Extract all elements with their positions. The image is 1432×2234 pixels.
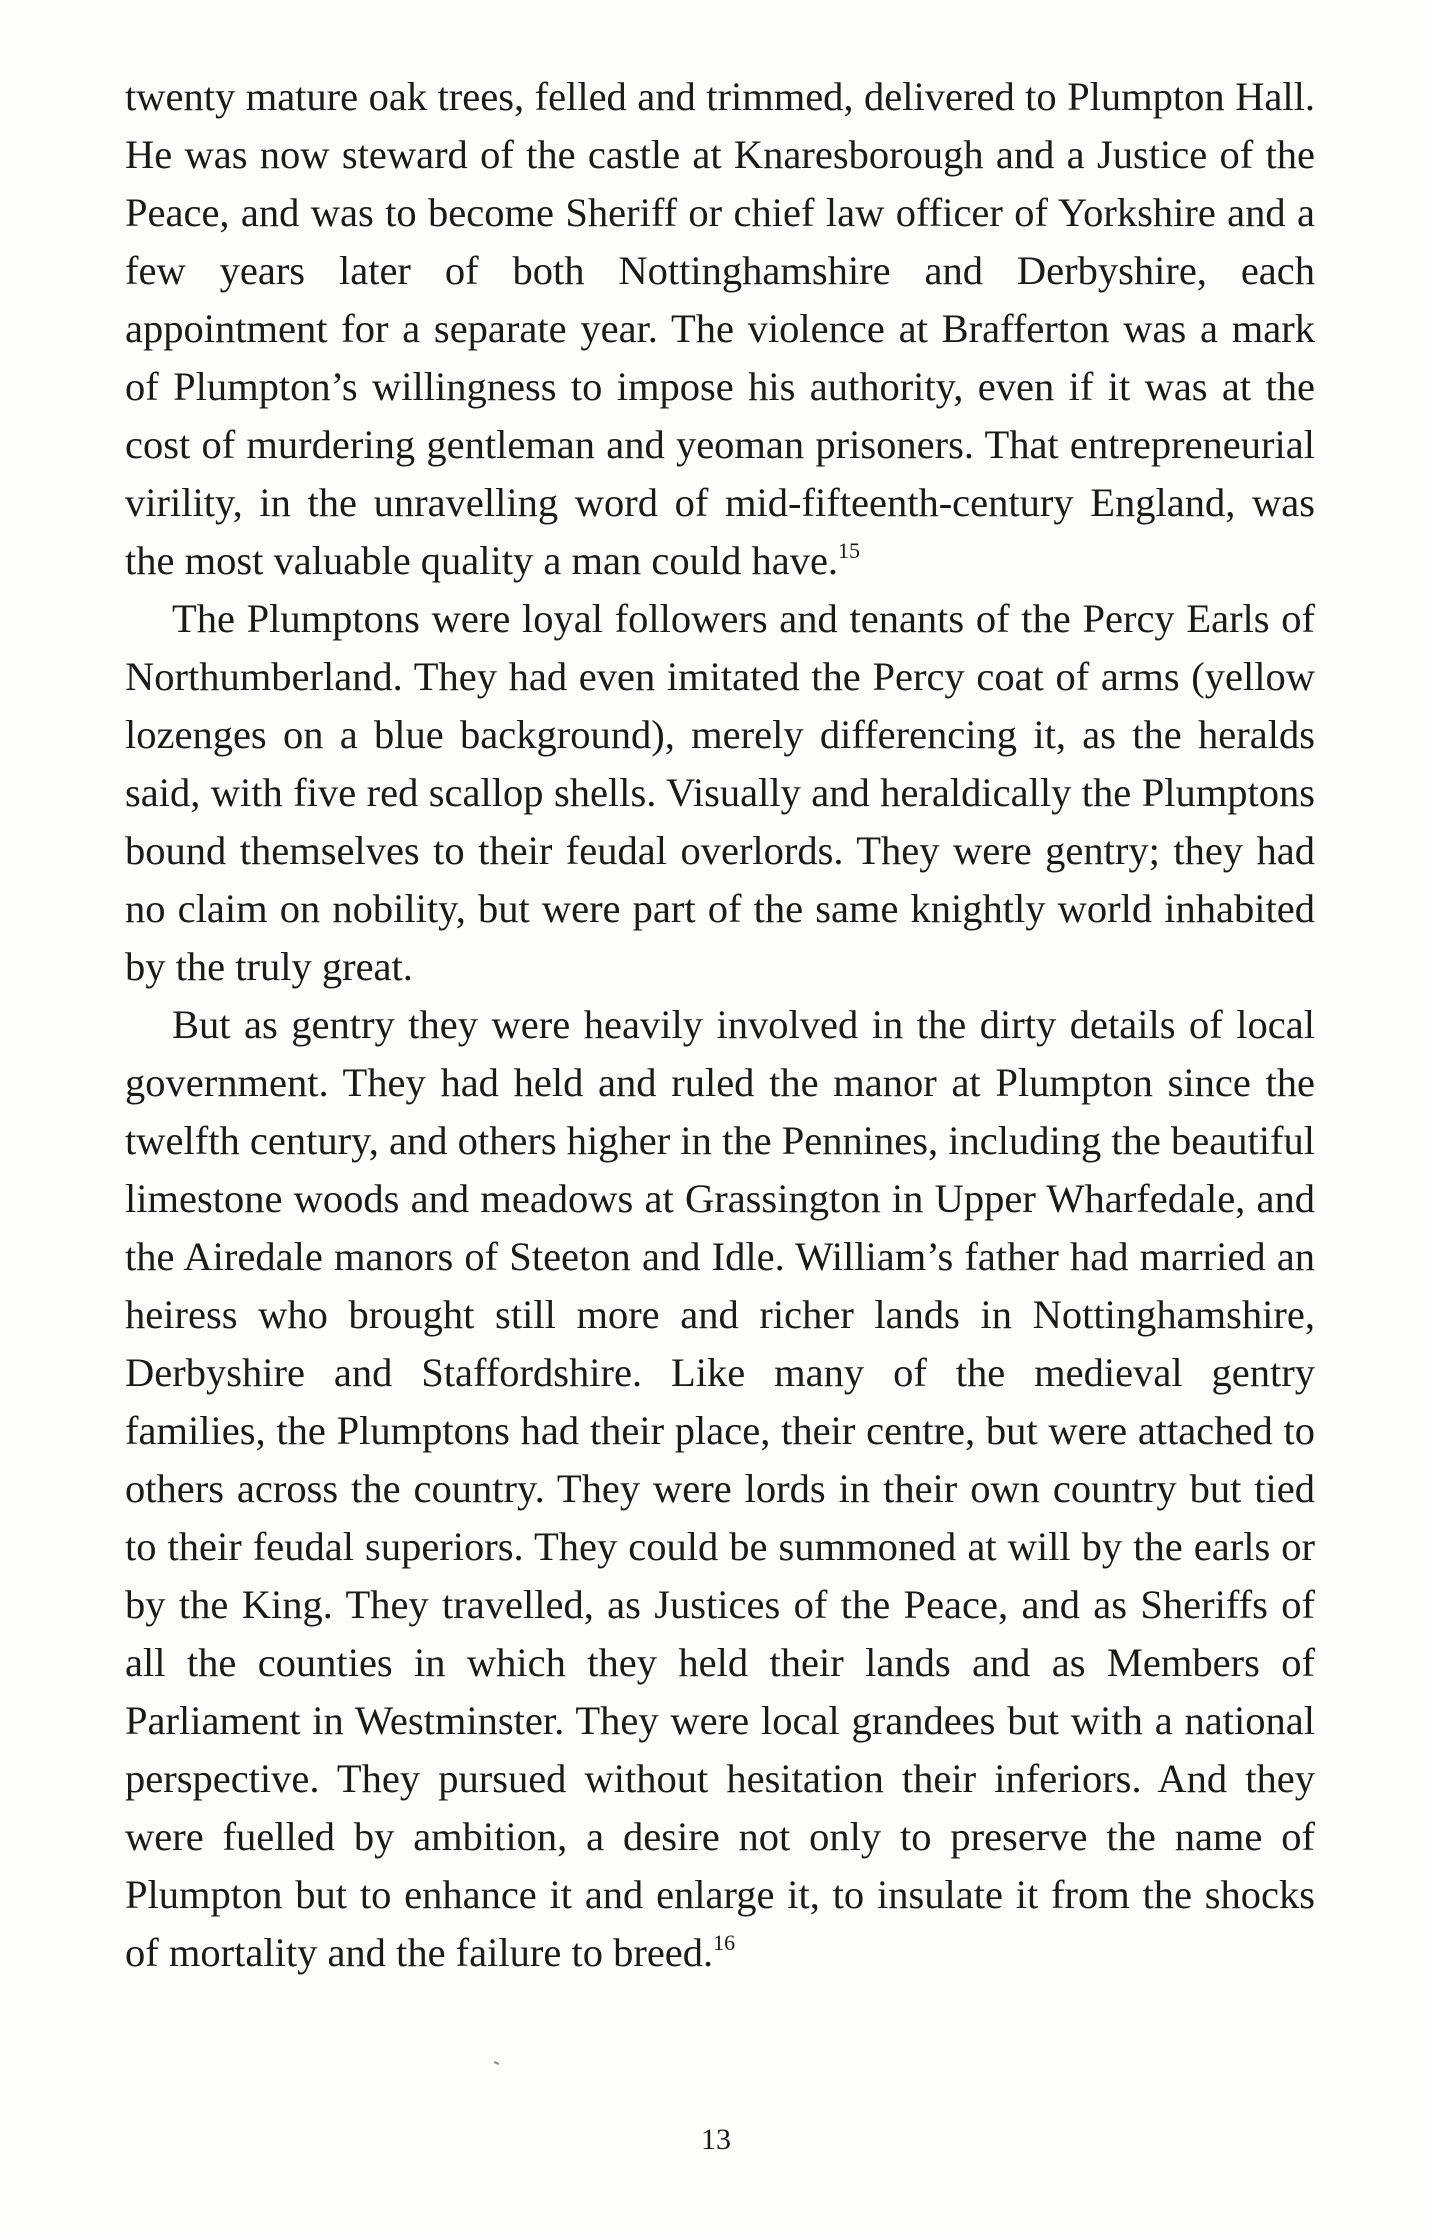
scan-speck: [494, 2061, 499, 2065]
paragraph-1: [125, 68, 1315, 590]
paragraph-2: [125, 590, 1315, 996]
paragraph-3: [125, 996, 1315, 1982]
paragraph-3-text: But as gentry they were heavily involved in the dirty details of local government. They had held and ruled the manor at Plumpton since the twelfth century, and others higher in the Pennines, including the beautiful limestone woods and meadows at Grassington in Upper Wharfedale, and the Airedale manors of Steeton and Idle. William’s father had married an heiress who brought still more and richer lands in Nottinghamshire, Derbyshire and Staffordshire. Like many of the medieval gentry families, the Plumptons had their place, their centre, but were attached to others across the country. They were lords in their own country but tied to their feudal superiors. They could be summoned at will by the earls or by the King. They travelled, as Justices of the Peace, and as Sheriffs of all the counties in which they held their lands and as Members of Parliament in Westminster. They were local grandees but with a national perspective. They pursued without hesitation their inferiors. And they were fuelled by ambition, a desire not only to preserve the name of Plumpton but to enhance it and enlarge it, to insulate it from the shocks of mortality and the failure to breed.: [125, 1002, 1315, 1975]
body-text: [125, 68, 1315, 1982]
paragraph-1-text: twenty mature oak trees, felled and trimmed, delivered to Plumpton Hall. He was now steward of the castle at Knaresborough and a Justice of the Peace, and was to become Sheriff or chief law officer of Yorkshire and a few years later of both Nottinghamshire and Derbyshire, each appointment for a separate year. The violence at Brafferton was a mark of Plumpton’s willingness to impose his authority, even if it was at the cost of murdering gentleman and yeoman prisoners. That entrepreneurial virility, in the unravelling word of mid-fifteenth-century England, was the most valuable quality a man could have.: [125, 74, 1315, 583]
page-number: 13: [701, 2123, 731, 2156]
paragraph-2-text: The Plumptons were loyal followers and tenants of the Percy Earls of Northumberland. They had even imitated the Percy coat of arms (yellow lozenges on a blue background), merely differencing it, as the heralds said, with five red scallop shells. Visually and heraldically the Plumptons bound themselves to their feudal overlords. They were gentry; they had no claim on nobility, but were part of the same knightly world inhabited by the truly great.: [125, 596, 1315, 989]
footnote-marker-16: 16: [713, 1930, 736, 1955]
footnote-marker-15: 15: [838, 538, 861, 563]
